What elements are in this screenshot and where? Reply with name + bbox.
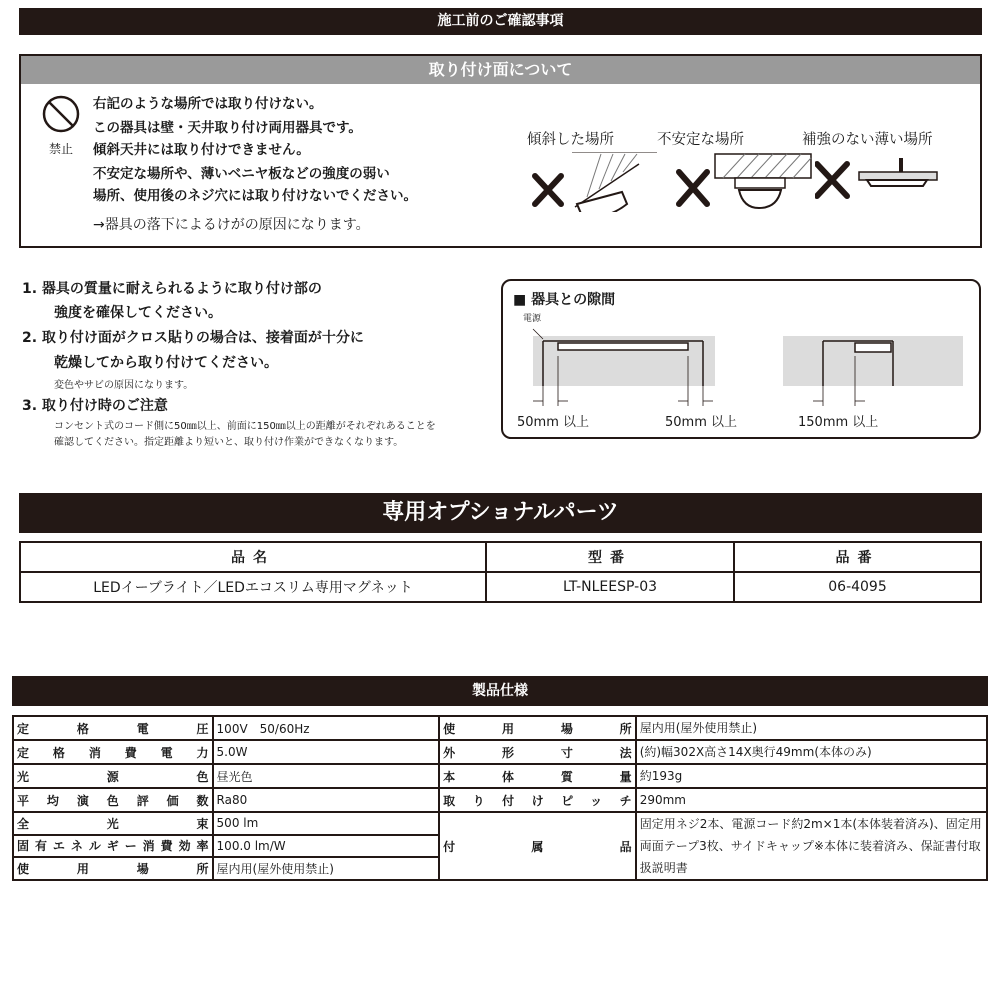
spec-table	[12, 715, 988, 881]
spec-value: (約)幅302X高さ14X奥行49mm(本体のみ)	[636, 740, 987, 764]
spec-value: 500 lm	[213, 812, 440, 835]
no-entry-icon	[41, 94, 81, 134]
mounting-section-header: 取り付け面について	[21, 56, 980, 84]
step-3-title: 3. 取り付け時のご注意	[22, 398, 168, 414]
clearance-dim-front: 150mm 以上	[798, 415, 879, 430]
case-label-slanted: 傾斜した場所	[527, 132, 614, 148]
step-2-line-1: 2. 取り付け面がクロス貼りの場合は、接着面が十分に	[22, 330, 364, 346]
warning-line: 右記のような場所では取り付けない。	[93, 96, 323, 112]
spec-key: 使用場所	[439, 716, 636, 740]
top-banner: 施工前のご確認事項	[19, 8, 982, 35]
spec-key: 使用場所	[13, 857, 213, 880]
step-2-line-2: 乾燥してから取り付けてください。	[54, 355, 278, 371]
step-1-line-1: 1. 器具の質量に耐えられるように取り付け部の	[22, 281, 322, 297]
mounting-surface-section	[19, 54, 982, 248]
unstable-surface-illustration	[675, 152, 815, 212]
warning-line: 不安定な場所や、薄いベニヤ板などの強度の弱い	[93, 166, 390, 182]
spec-title: 製品仕様	[12, 676, 988, 706]
spec-key: 定格電圧	[13, 716, 213, 740]
spec-key: 付属品	[439, 812, 636, 880]
options-header-model: 型番	[486, 542, 734, 572]
spec-value: 昼光色	[213, 764, 440, 788]
step-3-note-line-2: 確認してください。指定距離より短いと、取り付け作業ができなくなります。	[54, 437, 404, 448]
spec-value: 100.0 lm/W	[213, 835, 440, 858]
spec-value: 屋内用(屋外使用禁止)	[213, 857, 440, 880]
table-row	[20, 572, 981, 602]
options-title: 専用オプショナルパーツ	[19, 493, 982, 533]
table-row	[13, 812, 987, 835]
step-1-line-2: 強度を確保してください。	[54, 305, 222, 321]
option-name: LEDイーブライト／LEDエコスリム専用マグネット	[20, 572, 486, 602]
spec-key: 本体質量	[439, 764, 636, 788]
spec-key: 定格消費電力	[13, 740, 213, 764]
spec-value: 5.0W	[213, 740, 440, 764]
options-header-name: 品名	[20, 542, 486, 572]
spec-value: 固定用ネジ2本、電源コード約2m×1本(本体装着済み)、固定用両面テープ3枚、サイドキャップ※本体に装着済み、保証書付取扱説明書	[636, 812, 987, 880]
step-2-note: 変色やサビの原因になります。	[54, 380, 194, 391]
clearance-title: ■ 器具との隙間	[513, 292, 616, 308]
power-label: 電源	[523, 314, 542, 324]
spec-value: 屋内用(屋外使用禁止)	[636, 716, 987, 740]
table-row	[13, 716, 987, 740]
spec-value: 100V 50/60Hz	[213, 716, 440, 740]
clearance-dim-right: 50mm 以上	[665, 415, 738, 430]
case-label-unstable: 不安定な場所	[657, 132, 744, 148]
prohibit-label: 禁止	[48, 142, 73, 156]
spec-key: 外形寸法	[439, 740, 636, 764]
options-table	[19, 541, 982, 603]
spec-value: Ra80	[213, 788, 440, 812]
table-row	[13, 788, 987, 812]
warning-line: 場所、使用後のネジ穴には取り付けないでください。	[93, 188, 417, 204]
clearance-dim-left: 50mm 以上	[517, 415, 590, 430]
slanted-surface-illustration	[527, 152, 667, 212]
options-header-code: 品番	[734, 542, 981, 572]
table-row	[13, 740, 987, 764]
warning-note: →器具の落下によるけがの原因になります。	[93, 217, 370, 233]
case-label-thin: 補強のない薄い場所	[802, 132, 933, 148]
spec-key: 取り付けピッチ	[439, 788, 636, 812]
spec-key: 平均演色評価数	[13, 788, 213, 812]
warning-line: この器具は壁・天井取り付け両用器具です。	[93, 120, 362, 136]
spec-key: 光源色	[13, 764, 213, 788]
warning-line: 傾斜天井には取り付けできません。	[93, 142, 310, 158]
table-row	[13, 764, 987, 788]
step-3-note-line-1: コンセント式のコード側に50㎜以上、前面に150㎜以上の距離がそれぞれあることを	[54, 421, 436, 432]
spec-key: 全光束	[13, 812, 213, 835]
option-code: 06-4095	[734, 572, 981, 602]
clearance-diagram	[501, 279, 981, 439]
thin-board-illustration	[815, 152, 955, 212]
spec-key: 固有エネルギー消費効率	[13, 835, 213, 858]
spec-value: 約193g	[636, 764, 987, 788]
spec-value: 290mm	[636, 788, 987, 812]
option-model: LT-NLEESP-03	[486, 572, 734, 602]
